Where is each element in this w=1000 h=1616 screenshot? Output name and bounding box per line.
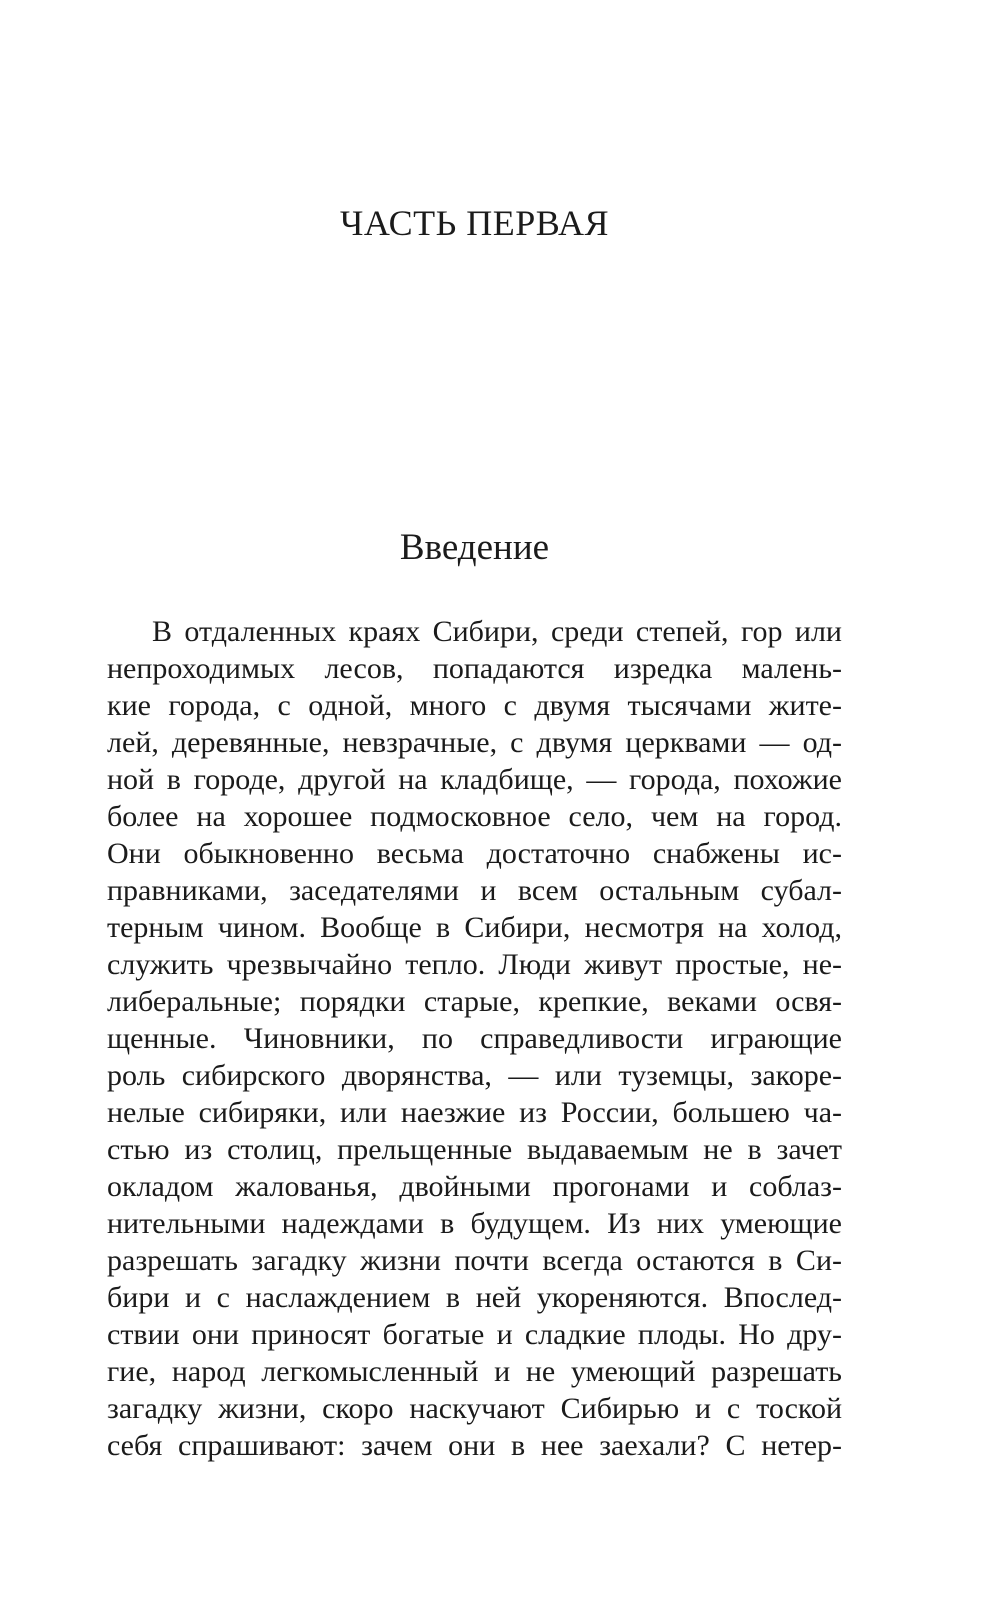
- text-line-5: ной в городе, другой на кладбище, — города, похожие: [107, 763, 842, 796]
- text-line-13: роль сибирского дворянства, — или туземцы, закоре-: [107, 1059, 842, 1092]
- text-line-1: В отдаленных краях Сибири, среди степей, гор или: [152, 615, 842, 648]
- chapter-title: Введение: [399, 527, 550, 568]
- text-line-10: служить чрезвычайно тепло. Люди живут простые, не-: [107, 948, 842, 981]
- text-line-23: себя спрашивают: зачем они в нее заехали? С нетер-: [107, 1429, 842, 1462]
- text-line-4: лей, деревянные, невзрачные, с двумя церквами — од-: [107, 726, 842, 759]
- text-line-18: разрешать загадку жизни почти всегда остаются в Си-: [107, 1244, 842, 1277]
- paragraph-introduction: [107, 613, 842, 1464]
- text-line-14: нелые сибиряки, или наезжие из России, большею ча-: [107, 1096, 842, 1129]
- text-line-7: Они обыкновенно весьма достаточно снабжены ис-: [107, 837, 842, 870]
- text-line-9: терным чином. Вообще в Сибири, несмотря на холод,: [107, 911, 842, 944]
- text-line-8: правниками, заседателями и всем остальным субал-: [107, 874, 842, 907]
- text-line-21: гие, народ легкомысленный и не умеющий разрешать: [107, 1355, 842, 1388]
- text-line-16: окладом жалованья, двойными прогонами и соблаз-: [107, 1170, 842, 1203]
- text-line-3: кие города, с одной, много с двумя тысячами жите-: [107, 689, 842, 722]
- text-line-2: непроходимых лесов, попадаются изредка малень-: [107, 652, 842, 685]
- text-line-12: щенные. Чиновники, по справедливости играющие: [107, 1022, 842, 1055]
- text-line-17: нительными надеждами в будущем. Из них умеющие: [107, 1207, 842, 1240]
- text-line-20: ствии они приносят богатые и сладкие плоды. Но дру-: [107, 1318, 842, 1351]
- text-line-22: загадку жизни, скоро наскучают Сибирью и с тоской: [107, 1392, 842, 1425]
- text-line-15: стью из столиц, прельщенные выдаваемым не в зачет: [107, 1133, 842, 1166]
- part-title: ЧАСТЬ ПЕРВАЯ: [339, 203, 610, 243]
- text-line-19: бири и с наслаждением в ней укореняются. Впослед-: [107, 1281, 842, 1314]
- text-line-11: либеральные; порядки старые, крепкие, веками освя-: [107, 985, 842, 1018]
- text-line-6: более на хорошее подмосковное село, чем на город.: [107, 800, 842, 833]
